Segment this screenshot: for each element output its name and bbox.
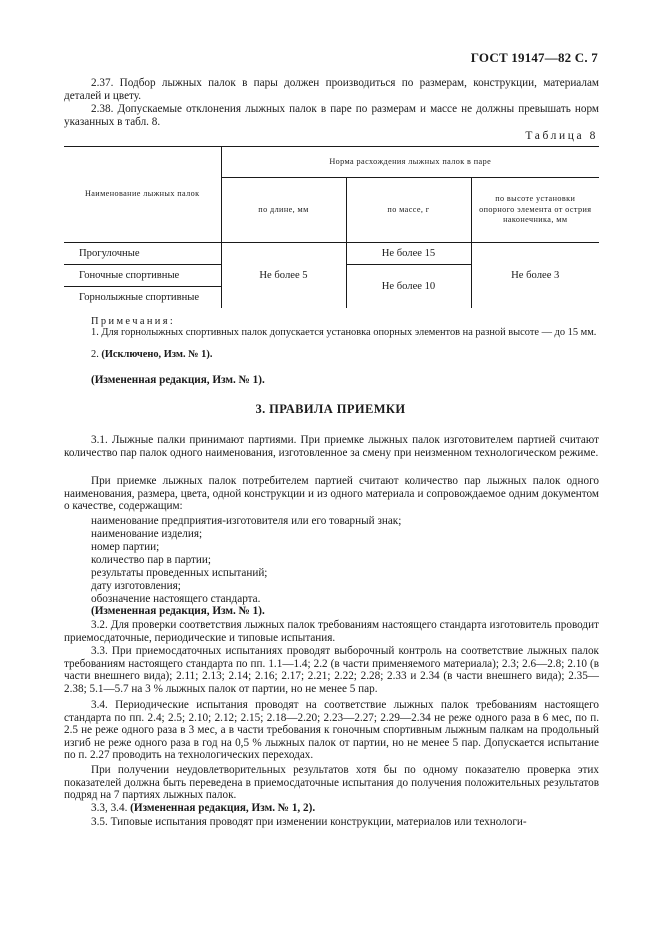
list-item: дату изготовления; (91, 580, 181, 592)
edit-note-3 (64, 802, 599, 815)
paragraph-3-1: 3.1. Лыжные палки принимают партиями. При приемке лыжных палок изготовителем партией считают количество пар палок одного наименования, изготовленное за смену при неизменном технологическом режиме. (64, 434, 599, 459)
length-value: Не более 5 (221, 243, 346, 309)
edit-note-3-text: (Измененная редакция, Изм. № 1, 2). (130, 802, 316, 814)
list-item: номер партии; (91, 541, 160, 553)
list-item: обозначение настоящего стандарта. (91, 593, 261, 605)
list-item: количество пар в партии; (91, 554, 211, 566)
paragraph-3-4b: При получении неудовлетворительных результатов хотя бы по одному показателю проверка этих показателей должна быть переведена в приемосдаточные испытания до получения положительных результатов подряд на 7 партиях лыжных палок. (64, 764, 599, 802)
column-header-height: по высоте установки опорного элемента от острия наконечника, мм (471, 178, 599, 243)
table-row-name: Прогулочные (64, 243, 221, 265)
note-2 (64, 349, 599, 360)
page-header: ГОСТ 19147—82 С. 7 (470, 50, 598, 65)
note-2-number: 2. (91, 349, 102, 360)
column-header-length: по длине, мм (221, 178, 346, 243)
section-title: 3. ПРАВИЛА ПРИЕМКИ (255, 402, 406, 416)
edit-note-2: (Измененная редакция, Изм. № 1). (91, 605, 265, 617)
table-row-name: Горнолыжные спортивные (64, 287, 221, 309)
note-2-text: (Исключено, Изм. № 1). (101, 349, 213, 360)
list-item: наименование изделия; (91, 528, 203, 540)
column-header-group: Норма расхождения лыжных палок в паре (221, 147, 599, 178)
paragraph-3-4: 3.4. Периодические испытания проводят на соответствие лыжных палок требованиям настоящего стандарта по пп. 2.4; 2.5; 2.10; 2.12; 2.15; 2.18—2.20; 2.23—2.27; 2.29—2.34 не реже одного раза в 6 мес, по п. 2.5 не реже одного раза в 3 мес, а в части требования к гоночным спортивным лыжным палкам на продольный изгиб не реже одного раза в год на 0,5 % лыжных палок от партии, но не менее 5 пар. Допускается испытание по п. 2.27 проводить на технологических переходах. (64, 699, 599, 762)
table-caption: Таблица 8 (525, 130, 598, 142)
mass-value-1: Не более 15 (346, 243, 471, 265)
notes-heading: Примечания: (91, 316, 176, 327)
paragraph-2-37: 2.37. Подбор лыжных палок в пары должен производиться по размерам, конструкции, материалам деталей и цвету. (64, 77, 599, 102)
list-item: наименование предприятия-изготовителя или его товарный знак; (91, 515, 402, 527)
height-value: Не более 3 (471, 243, 599, 309)
deviation-table (64, 146, 599, 308)
paragraph-3-2: 3.2. Для проверки соответствия лыжных палок требованиям настоящего стандарта изготовитель проводит приемосдаточные, периодические и типовые испытания. (64, 619, 599, 644)
list-item: результаты проведенных испытаний; (91, 567, 268, 579)
table-row-name: Гоночные спортивные (64, 265, 221, 287)
column-header-mass: по массе, г (346, 178, 471, 243)
paragraph-3-3: 3.3. При приемосдаточных испытаниях проводят выборочный контроль на соответствие лыжных палок требованиям настоящего стандарта по пп. 1.1—1.4; 2.2 (в части применяемого материала); 2.3; 2.6—2.8; 2.10 (в части внешнего вида); 2.11; 2.13; 2.14; 2.16; 2.17; 2.21; 2.22; 2.28; 2.33 и 2.34 (в части внешнего вида); 2.35—2.38; 5.1—5.7 на 3 % лыжных палок от партии, но не менее 5 пар. (64, 645, 599, 695)
edit-note-3-refs: 3.3, 3.4. (91, 802, 131, 814)
column-header-name: Наименование лыжных палок (64, 147, 221, 243)
note-1: 1. Для горнолыжных спортивных палок допускается установка опорных элементов на разной высоте — до 15 мм. (91, 327, 597, 338)
paragraph-2-38: 2.38. Допускаемые отклонения лыжных палок в паре по размерам и массе не должны превышать норм указанных в табл. 8. (64, 103, 599, 128)
paragraph-3-1b: При приемке лыжных палок потребителем партией считают количество пар лыжных палок одного наименования, размера, цвета, одной конструкции и из одного материала и сопровождаемое одним документом о качестве, содержащим: (64, 475, 599, 513)
mass-value-2: Не более 10 (346, 265, 471, 309)
paragraph-3-5: 3.5. Типовые испытания проводят при изменении конструкции, материалов или технологи- (91, 816, 527, 828)
edit-note-1: (Измененная редакция, Изм. № 1). (91, 374, 265, 386)
